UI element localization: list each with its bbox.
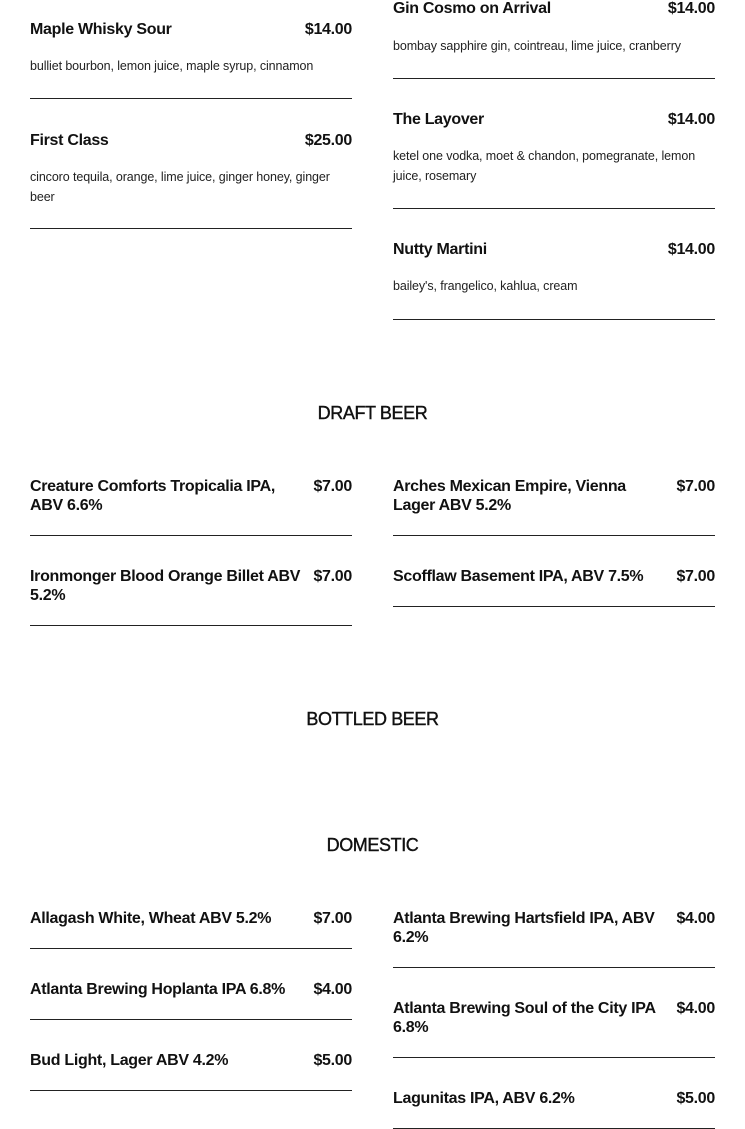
cocktails-right-column <box>393 0 715 320</box>
item-name: Bud Light, Lager ABV 4.2% <box>30 1052 229 1069</box>
item-name: Nutty Martini <box>393 241 487 258</box>
section-title-draft-beer: DRAFT BEER <box>317 403 428 423</box>
menu-item <box>393 536 715 607</box>
menu-item <box>30 99 352 229</box>
item-name: Atlanta Brewing Soul of the City IPA 6.8% <box>393 1000 656 1036</box>
item-description: bailey's, frangelico, kahlua, cream <box>393 279 578 293</box>
item-price: $14.00 <box>667 241 715 258</box>
item-price: $4.00 <box>313 981 352 998</box>
domestic-right-column <box>393 908 715 1129</box>
draft-left-column <box>30 476 352 626</box>
item-name: Lagunitas IPA, ABV 6.2% <box>393 1090 575 1107</box>
item-description: bulliet bourbon, lemon juice, maple syrup, cinnamon <box>30 59 314 73</box>
item-name: Atlanta Brewing Hoplanta IPA 6.8% <box>30 981 286 998</box>
item-description: cincoro tequila, orange, lime juice, ginger honey, ginger beer <box>30 170 330 204</box>
menu-item <box>30 18 352 99</box>
item-price: $7.00 <box>313 568 352 585</box>
item-name: First Class <box>30 132 109 149</box>
menu-item <box>393 1058 715 1129</box>
draft-right-column <box>393 476 715 607</box>
item-name: Allagash White, Wheat ABV 5.2% <box>30 910 272 927</box>
item-name: Atlanta Brewing Hartsfield IPA, ABV 6.2% <box>393 910 655 946</box>
item-description: bombay sapphire gin, cointreau, lime juice, cranberry <box>393 39 681 53</box>
item-name: Arches Mexican Empire, Vienna Lager ABV 5.2% <box>393 478 626 514</box>
item-price: $25.00 <box>304 132 352 149</box>
menu-item <box>393 79 715 209</box>
item-description: ketel one vodka, moet & chandon, pomegranate, lemon juice, rosemary <box>393 149 696 183</box>
item-price: $14.00 <box>667 111 715 128</box>
item-name: Ironmonger Blood Orange Billet ABV 5.2% <box>30 568 301 604</box>
menu-item <box>30 536 352 626</box>
item-price: $14.00 <box>304 21 352 38</box>
item-price: $4.00 <box>676 1000 715 1017</box>
menu-item <box>393 0 715 79</box>
item-name: Gin Cosmo on Arrival <box>393 0 551 17</box>
item-price: $7.00 <box>676 568 715 585</box>
menu-item <box>30 949 352 1020</box>
item-name: Maple Whisky Sour <box>30 21 172 38</box>
menu-item <box>393 209 715 320</box>
section-title-domestic: DOMESTIC <box>326 835 419 855</box>
item-price: $5.00 <box>313 1052 352 1069</box>
menu-item <box>393 908 715 968</box>
item-price: $14.00 <box>667 0 715 17</box>
item-price: $7.00 <box>313 910 352 927</box>
menu-item <box>30 908 352 949</box>
item-name: Scofflaw Basement IPA, ABV 7.5% <box>393 568 644 585</box>
menu-item <box>30 1020 352 1091</box>
item-price: $7.00 <box>313 478 352 495</box>
menu-item <box>30 476 352 536</box>
item-price: $7.00 <box>676 478 715 495</box>
menu-item <box>393 476 715 536</box>
cocktails-left-column <box>30 18 352 229</box>
menu-item <box>393 968 715 1058</box>
domestic-left-column <box>30 908 352 1091</box>
item-name: The Layover <box>393 111 484 128</box>
section-title-bottled-beer: BOTTLED BEER <box>306 709 439 729</box>
item-price: $5.00 <box>676 1090 715 1107</box>
item-name: Creature Comforts Tropicalia IPA, ABV 6.6% <box>30 478 275 514</box>
item-price: $4.00 <box>676 910 715 927</box>
